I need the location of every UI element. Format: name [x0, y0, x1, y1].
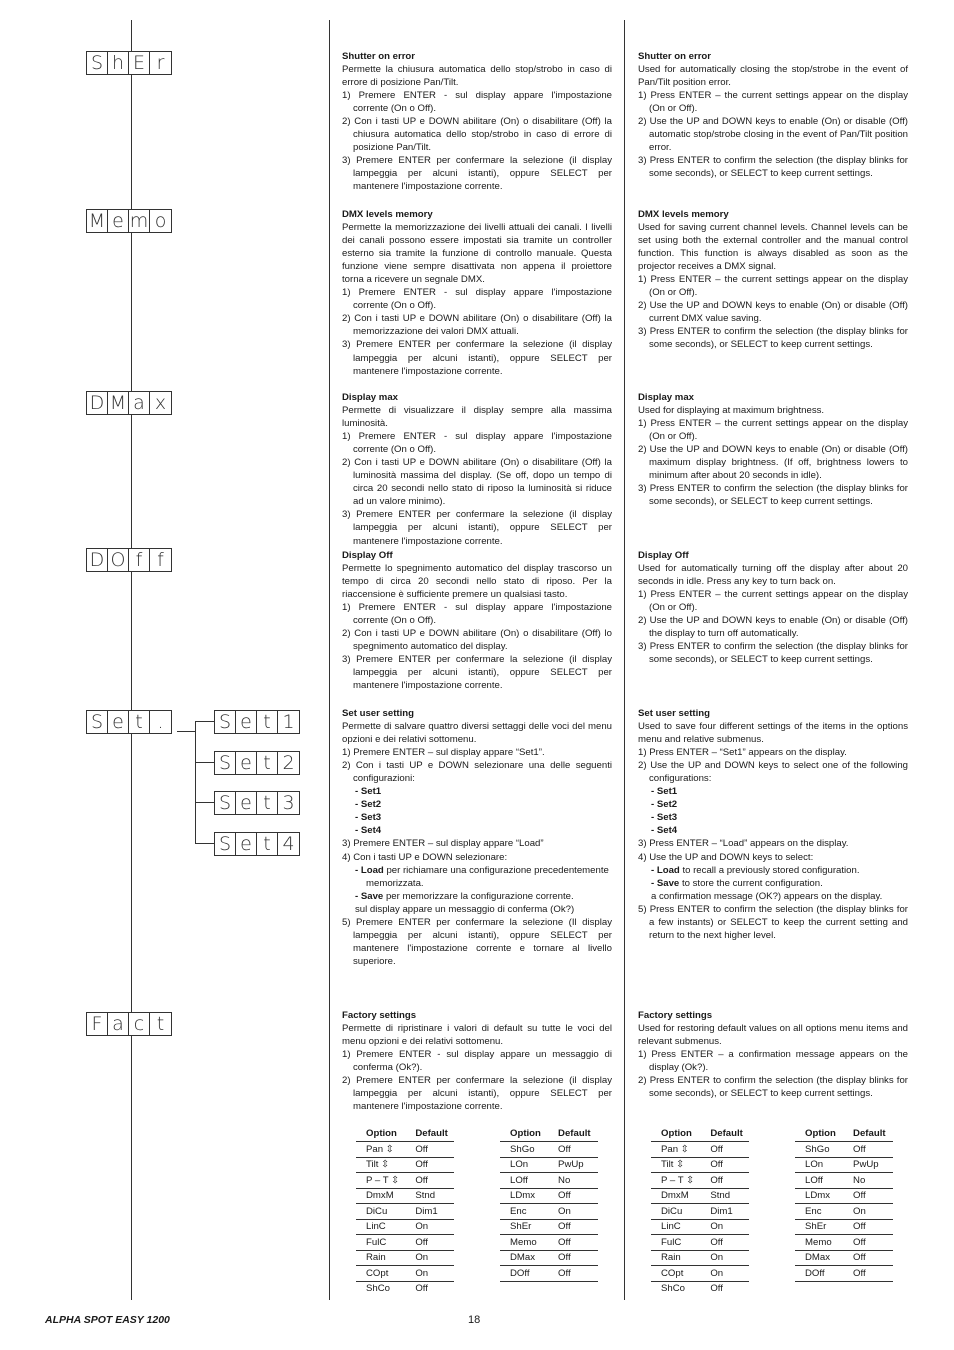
step: 2) Use the UP and DOWN keys to enable (On) or disable (Off) maximum display brightness. (If off, brightness lowers to minimum after about 20 seconds in idle).	[638, 444, 908, 482]
col-header-option: Option	[500, 1126, 548, 1142]
option-cell: P – T ⇳	[651, 1173, 700, 1189]
option-cell: Memo	[500, 1235, 548, 1251]
lcd-char: e	[108, 711, 129, 733]
option-cell: DOff	[500, 1266, 548, 1282]
option-cell: LOn	[795, 1157, 843, 1173]
table-row	[651, 1157, 749, 1173]
section-title: Set user setting	[342, 708, 414, 719]
step: 1) Press ENTER – the current settings appear on the display (On or Off).	[638, 589, 908, 614]
step: 2) Con i tasti UP e DOWN abilitare (On) o disabilitare (Off) la memorizzazione dei valori DMX attuali.	[342, 313, 612, 338]
it-memo-section	[342, 208, 612, 378]
table-row	[500, 1173, 598, 1189]
default-cell: On	[700, 1219, 749, 1235]
step: 3) Press ENTER – “Load” appears on the display.	[638, 838, 849, 850]
config-option: - Set3	[651, 812, 678, 824]
step: 2) Use the UP and DOWN keys to enable (On) or disable (Off) automatic stop/strobe closing in the event of Pan/Tilt position error.	[638, 116, 908, 154]
lcd-char: h	[108, 52, 129, 74]
lcd-char: S	[215, 833, 236, 855]
lcd-set2	[214, 751, 300, 775]
lcd-char: S	[87, 711, 108, 733]
default-cell: Off	[843, 1266, 893, 1282]
lcd-set3	[214, 791, 300, 815]
step: 3) Premere ENTER per confermare la selezione (il display lampeggia per alcuni istanti), oppure SELECT per mantenere l'impostazione corrente.	[342, 339, 612, 377]
option-cell: Memo	[795, 1235, 843, 1251]
save-key: - Save	[651, 877, 680, 889]
table-row	[356, 1266, 454, 1282]
config-options	[342, 785, 612, 837]
section-title: Set user setting	[638, 708, 710, 719]
set1-connector	[195, 721, 214, 722]
option-cell: ShCo	[366, 1283, 390, 1295]
lcd-char: S	[87, 52, 108, 74]
load-option	[638, 864, 908, 877]
set-branch-line	[177, 731, 196, 732]
save-text: per memorizzare la configurazione corrente.	[383, 890, 574, 902]
col-header-option: Option	[651, 1126, 700, 1142]
section-title: Factory settings	[342, 1010, 417, 1021]
option-cell: Enc	[795, 1204, 843, 1220]
lcd-set4	[214, 832, 300, 856]
step: 3) Premere ENTER per confermare la selezione (il display lampeggia per alcuni istanti), oppure SELECT per mantenere l'impostazione corrente.	[342, 654, 612, 692]
table-row	[795, 1204, 893, 1220]
lcd-char: e	[236, 833, 257, 855]
step: 3) Press ENTER to confirm the selection (the display blinks for some seconds), or SELECT to keep current settings.	[638, 155, 908, 180]
it-dmax-section	[342, 391, 612, 548]
step: 3) Premere ENTER per confermare la selezione (il display lampeggia per alcuni istanti), oppure SELECT per mantenere l'impostazione corrente.	[342, 509, 612, 547]
lcd-shutter-on-error	[86, 51, 172, 75]
default-cell: Off	[405, 1173, 454, 1189]
step: 1) Premere ENTER - sul display appare l'impostazione corrente (On o Off).	[342, 287, 612, 312]
step: 1) Press ENTER – a confirmation message appears on the display (Ok?).	[638, 1049, 908, 1074]
table-row	[795, 1266, 893, 1282]
section-title: Display Off	[342, 550, 393, 561]
option-cell: DmxM	[356, 1188, 405, 1204]
lcd-char: e	[236, 711, 257, 733]
lcd-char: S	[215, 711, 236, 733]
default-cell: Off	[710, 1283, 723, 1295]
config-option: - Set4	[651, 825, 678, 837]
table-row	[795, 1188, 893, 1204]
en-fact-section	[638, 1009, 908, 1100]
option-cell: LOn	[500, 1157, 548, 1173]
section-intro: Used for automatically turning off the display after about 20 seconds in idle. Press any key to turn back on.	[638, 563, 908, 588]
default-cell: Off	[548, 1266, 598, 1282]
lcd-char: O	[108, 549, 129, 571]
lcd-char: o	[154, 209, 167, 232]
option-cell: ShGo	[795, 1142, 843, 1158]
default-cell: PwUp	[548, 1157, 598, 1173]
step: 3) Premere ENTER – sul display appare “Load”	[342, 838, 544, 850]
lcd-set1	[214, 710, 300, 734]
col-header-default: Default	[700, 1126, 749, 1142]
section-title: Shutter on error	[342, 51, 416, 62]
col-header-default: Default	[405, 1126, 454, 1142]
default-cell: Off	[843, 1235, 893, 1251]
col-header-default: Default	[843, 1126, 893, 1142]
table-row	[356, 1188, 454, 1204]
option-cell: DMax	[795, 1250, 843, 1266]
save-text: to store the current configuration.	[679, 877, 823, 889]
step: 1) Premere ENTER - sul display appare l'impostazione corrente (On o Off).	[342, 431, 612, 456]
config-option: - Set2	[651, 799, 678, 811]
default-cell: No	[548, 1173, 598, 1189]
lcd-display-off	[86, 548, 172, 572]
defaults-table-it-left	[356, 1126, 454, 1296]
defaults-table-en-left	[651, 1126, 749, 1296]
section-intro: Permette di salvare quattro diversi settaggi delle voci del menu opzioni e dei relativi sottomenu.	[342, 721, 612, 746]
col-header-option: Option	[356, 1126, 405, 1142]
it-set-section	[342, 707, 612, 968]
page-number: 18	[468, 1314, 481, 1326]
default-cell: No	[843, 1173, 893, 1189]
save-key: - Save	[355, 890, 384, 902]
option-cell: Tilt ⇳	[356, 1157, 405, 1173]
table-row	[795, 1157, 893, 1173]
default-cell: On	[548, 1204, 598, 1220]
option-cell: ShEr	[500, 1219, 548, 1235]
default-cell: Off	[843, 1219, 893, 1235]
section-title: Display Off	[638, 550, 689, 561]
column-divider-right	[624, 20, 625, 1300]
en-set-section	[638, 707, 908, 942]
lcd-char: e	[108, 210, 129, 232]
option-cell: COpt	[356, 1266, 405, 1282]
col-header-option: Option	[795, 1126, 843, 1142]
default-cell: Off	[415, 1283, 428, 1295]
table-row	[651, 1219, 749, 1235]
step: 2) Use the UP and DOWN keys to enable (On) or disable (Off) the display to turn off automatically.	[638, 615, 908, 640]
default-cell: Off	[548, 1235, 598, 1251]
option-cell: LDmx	[500, 1188, 548, 1204]
default-cell: Off	[700, 1235, 749, 1251]
step: 4) Con i tasti UP e DOWN selezionare:	[342, 851, 508, 863]
lcd-char: F	[87, 1013, 108, 1035]
en-doff-section	[638, 549, 908, 666]
load-text: to recall a previously stored configuration.	[679, 864, 860, 876]
section-intro: Used for automatically closing the stop/strobe in the event of Pan/Tilt position error.	[638, 64, 908, 89]
it-doff-section	[342, 549, 612, 693]
option-cell: P – T ⇳	[356, 1173, 405, 1189]
lcd-char: t	[257, 711, 278, 733]
lcd-char: f	[157, 548, 164, 571]
lcd-char: r	[156, 51, 165, 74]
step: 1) Press ENTER – the current settings appear on the display (On or Off).	[638, 274, 908, 299]
step: 2) Press ENTER to confirm the selection (the display blinks for some seconds), or SELECT to keep current settings.	[638, 1075, 908, 1100]
default-cell: Stnd	[405, 1188, 454, 1204]
config-option: - Set3	[355, 812, 382, 824]
save-option	[342, 890, 612, 903]
table-row	[651, 1173, 749, 1189]
section-intro: Used for restoring default values on all options menu items and relevant submenus.	[638, 1023, 908, 1048]
default-cell: On	[700, 1266, 749, 1282]
step: 2) Con i tasti UP e DOWN selezionare una delle seguenti configurazioni:	[342, 760, 612, 785]
table-row	[500, 1266, 598, 1282]
table-row	[500, 1235, 598, 1251]
table-row	[500, 1219, 598, 1235]
en-dmax-section	[638, 391, 908, 508]
lcd-char: 3	[282, 791, 295, 814]
lcd-display-max	[86, 391, 172, 415]
set4-connector	[195, 843, 214, 844]
table-row	[651, 1266, 749, 1282]
default-cell: PwUp	[843, 1157, 893, 1173]
section-intro: Permette di ripristinare i valori di default su tutte le voci del menu opzioni e dei relativi sottomenu.	[342, 1023, 612, 1048]
lcd-char: m	[129, 209, 149, 232]
section-intro: Permette la memorizzazione dei livelli attuali dei canali. I livelli dei canali possono essere impostati sia tramite un controller esterno sia tramite la funzione di controllo manuale. Questa funzione viene sempre disattivata non appena il proiettore torna a ricevere un segnale DMX.	[342, 222, 612, 286]
default-cell: Off	[700, 1173, 749, 1189]
table-row	[356, 1173, 454, 1189]
table-row	[356, 1204, 454, 1220]
step: 1) Premere ENTER - sul display appare l'impostazione corrente (On o Off).	[342, 602, 612, 627]
step: 2) Use the UP and DOWN keys to select one of the following configurations:	[638, 760, 908, 785]
table-row	[795, 1219, 893, 1235]
option-cell: Rain	[651, 1250, 700, 1266]
table-row	[795, 1173, 893, 1189]
step: 2) Premere ENTER per confermare la selezione (il display lampeggia per alcuni istanti), oppure SELECT per mantenere l'impostazione corrente.	[342, 1075, 612, 1113]
table-row	[356, 1235, 454, 1251]
lcd-factory-settings	[86, 1012, 172, 1036]
footer-product-name: ALPHA SPOT EASY 1200	[45, 1314, 170, 1326]
default-cell: On	[405, 1250, 454, 1266]
set3-connector	[195, 802, 214, 803]
lcd-char: D	[87, 549, 108, 571]
load-key: - Load	[355, 864, 384, 876]
lcd-char: S	[215, 792, 236, 814]
config-options	[638, 785, 908, 837]
lcd-char: E	[129, 52, 150, 74]
lcd-char: S	[215, 752, 236, 774]
default-cell: Off	[548, 1188, 598, 1204]
default-cell: On	[843, 1204, 893, 1220]
step: 1) Press ENTER – the current settings appear on the display (On or Off).	[638, 90, 908, 115]
table-row	[500, 1204, 598, 1220]
lcd-dmx-levels-memory	[86, 209, 172, 233]
option-cell: Enc	[500, 1204, 548, 1220]
column-divider-left	[329, 20, 330, 1300]
lcd-char: e	[236, 752, 257, 774]
section-title: Shutter on error	[638, 51, 712, 62]
table-row	[651, 1235, 749, 1251]
option-cell: Pan ⇳	[651, 1142, 700, 1158]
lcd-char: t	[156, 1012, 165, 1035]
lcd-char: M	[108, 392, 129, 414]
section-intro: Permette lo spegnimento automatico del display trascorso un tempo di circa 20 secondi nello stato di riposo. Per la riaccensione è sufficiente premere un qualsiasi tasto.	[342, 563, 612, 601]
lcd-char: t	[257, 792, 278, 814]
step: 3) Press ENTER to confirm the selection (the display blinks for some seconds), or SELECT to keep current settings.	[638, 326, 908, 351]
option-cell: DmxM	[651, 1188, 700, 1204]
default-cell: Off	[700, 1157, 749, 1173]
default-cell: Off	[405, 1142, 454, 1158]
option-cell: LOff	[795, 1173, 843, 1189]
section-intro: Used for saving current channel levels. Channel levels can be set using both the external controller and the manual control function. This function is always disabled as soon as the projector receives a DMX signal.	[638, 222, 908, 273]
default-cell: Off	[700, 1142, 749, 1158]
load-option	[342, 864, 612, 890]
option-cell: DiCu	[651, 1204, 700, 1220]
lcd-char: f	[129, 549, 150, 571]
default-cell: Off	[548, 1219, 598, 1235]
lcd-char: a	[129, 392, 150, 414]
step: 1) Premere ENTER - sul display appare un messaggio di conferma (Ok?).	[342, 1049, 612, 1074]
table-row	[651, 1281, 749, 1296]
it-fact-section	[342, 1009, 612, 1113]
table-row	[500, 1188, 598, 1204]
step: 3) Press ENTER to confirm the selection (the display blinks for some seconds), or SELECT to keep current settings.	[638, 483, 908, 508]
default-cell: On	[405, 1219, 454, 1235]
table-row	[651, 1188, 749, 1204]
confirm-message: a confirmation message (OK?) appears on the display.	[651, 890, 883, 902]
table-row	[356, 1157, 454, 1173]
option-cell: ShGo	[500, 1142, 548, 1158]
defaults-table-it-right	[500, 1126, 598, 1282]
section-title: DMX levels memory	[342, 209, 433, 220]
option-cell: FulC	[651, 1235, 700, 1251]
lcd-char: 4	[282, 832, 295, 855]
option-cell: LinC	[651, 1219, 700, 1235]
default-cell: Off	[843, 1142, 893, 1158]
confirm-message: sul display appare un messaggio di conferma (Ok?)	[355, 903, 575, 915]
section-intro: Used to save four different settings of the items in the options menu and relative submenus.	[638, 721, 908, 746]
config-option: - Set1	[355, 786, 382, 798]
config-option: - Set2	[355, 799, 382, 811]
default-cell: Off	[548, 1250, 598, 1266]
section-title: Factory settings	[638, 1010, 713, 1021]
set-branch-vertical	[195, 721, 196, 843]
lcd-char: .	[157, 710, 164, 733]
step: 2) Use the UP and DOWN keys to enable (On) or disable (Off) current DMX value saving.	[638, 300, 908, 325]
default-cell: On	[700, 1250, 749, 1266]
lcd-char: t	[257, 833, 278, 855]
default-cell: Off	[405, 1157, 454, 1173]
step: 1) Press ENTER – the current settings appear on the display (On or Off).	[638, 418, 908, 443]
en-memo-section	[638, 208, 908, 352]
lcd-char: a	[108, 1013, 129, 1035]
section-title: Display max	[342, 392, 398, 403]
option-cell: LOff	[500, 1173, 548, 1189]
lcd-char: 2	[282, 751, 295, 774]
step: 1) Premere ENTER – sul display appare “Set1”.	[342, 747, 545, 759]
table-row	[356, 1219, 454, 1235]
lcd-char: t	[257, 752, 278, 774]
step: 3) Premere ENTER per confermare la selezione (il display lampeggia per alcuni istanti), oppure SELECT per mantenere l'impostazione corrente.	[342, 155, 612, 193]
table-row	[356, 1250, 454, 1266]
option-cell: Rain	[356, 1250, 405, 1266]
default-cell: Dim1	[700, 1204, 749, 1220]
lcd-char: t	[129, 711, 150, 733]
default-cell: Stnd	[700, 1188, 749, 1204]
lcd-char: c	[129, 1013, 150, 1035]
default-cell: Off	[843, 1188, 893, 1204]
step: 5) Press ENTER to confirm the selection (the display blinks for a few instants) or SELECT to keep the current setting and return to the next higher level.	[638, 903, 908, 941]
default-cell: Off	[843, 1250, 893, 1266]
lcd-char: x	[154, 391, 167, 414]
table-row	[795, 1250, 893, 1266]
option-cell: Tilt ⇳	[651, 1157, 700, 1173]
option-cell: COpt	[651, 1266, 700, 1282]
step: 2) Con i tasti UP e DOWN abilitare (On) o disabilitare (Off) la luminosità massima del display. (Se off, dopo un tempo di circa 20 secondi nello stato di riposo la luminosità si riduce ad un valore minimo).	[342, 457, 612, 508]
config-option: - Set4	[355, 825, 382, 837]
table-row	[500, 1157, 598, 1173]
section-intro: Permette di visualizzare il display sempre alla massima luminosità.	[342, 405, 612, 430]
table-row	[795, 1235, 893, 1251]
option-cell: ShCo	[661, 1283, 685, 1295]
table-row	[500, 1250, 598, 1266]
en-shutter-section	[638, 50, 908, 180]
default-cell: Off	[405, 1235, 454, 1251]
option-cell: DOff	[795, 1266, 843, 1282]
step: 3) Press ENTER to confirm the selection (the display blinks for some seconds), or SELECT to keep current settings.	[638, 641, 908, 666]
col-header-default: Default	[548, 1126, 598, 1142]
config-option: - Set1	[651, 786, 678, 798]
step: 1) Premere ENTER - sul display appare l'impostazione corrente (On o Off).	[342, 90, 612, 115]
table-row	[651, 1250, 749, 1266]
set2-connector	[195, 762, 214, 763]
default-cell: On	[405, 1266, 454, 1282]
section-title: Display max	[638, 392, 694, 403]
defaults-table-en-right	[795, 1126, 893, 1282]
load-key: - Load	[651, 864, 680, 876]
table-row	[356, 1142, 454, 1158]
lcd-char: 1	[282, 710, 295, 733]
lcd-char: D	[87, 392, 108, 414]
save-option	[638, 877, 908, 890]
step: 4) Use the UP and DOWN keys to select:	[638, 851, 814, 863]
table-row	[795, 1142, 893, 1158]
option-cell: FulC	[356, 1235, 405, 1251]
table-row	[356, 1281, 454, 1296]
section-title: DMX levels memory	[638, 209, 729, 220]
option-cell: ShEr	[795, 1219, 843, 1235]
lcd-set-user-setting	[86, 710, 172, 734]
table-row	[651, 1204, 749, 1220]
lcd-char: M	[87, 210, 108, 232]
step: 2) Con i tasti UP e DOWN abilitare (On) o disabilitare (Off) la chiusura automatica dello stop/strobo in caso di errore di posizione Pan/Tilt.	[342, 116, 612, 154]
default-cell: Dim1	[405, 1204, 454, 1220]
table-row	[651, 1142, 749, 1158]
option-cell: LDmx	[795, 1188, 843, 1204]
step: 1) Press ENTER – “Set1” appears on the display.	[638, 747, 847, 759]
option-cell: Pan ⇳	[356, 1142, 405, 1158]
option-cell: DiCu	[356, 1204, 405, 1220]
section-intro: Used for displaying at maximum brightness.	[638, 405, 825, 417]
option-cell: LinC	[356, 1219, 405, 1235]
default-cell: Off	[548, 1142, 598, 1158]
load-text: per richiamare una configurazione precedentemente memorizzata.	[366, 864, 609, 889]
option-cell: DMax	[500, 1250, 548, 1266]
section-intro: Permette la chiusura automatica dello stop/strobo in caso di errore di posizione Pan/Tilt.	[342, 64, 612, 89]
lcd-char: e	[236, 792, 257, 814]
it-shutter-section	[342, 50, 612, 194]
step: 2) Con i tasti UP e DOWN abilitare (On) o disabilitare (Off) lo spegnimento automatico del display.	[342, 628, 612, 653]
table-row	[500, 1142, 598, 1158]
step: 5) Premere ENTER per confermare la selezione (Il display lampeggia per alcuni istanti), oppure SELECT per mantenere l'impostazione corrente e tornare al livello superiore.	[342, 916, 612, 967]
